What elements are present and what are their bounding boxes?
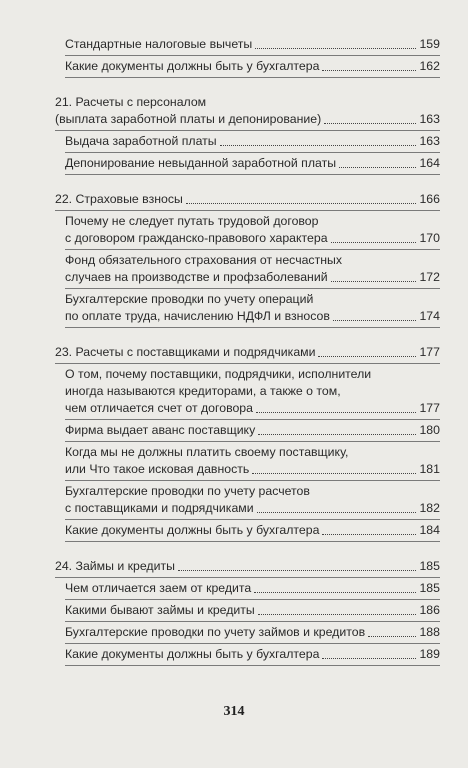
toc-subentry[interactable]	[65, 481, 440, 520]
dot-leader	[318, 356, 416, 357]
section-gap	[55, 78, 440, 92]
dot-leader	[331, 281, 417, 282]
toc-subentry[interactable]	[65, 442, 440, 481]
toc-subentry[interactable]	[65, 364, 440, 420]
entry-title-line: Бухгалтерские проводки по учету расчетов	[65, 484, 310, 498]
dot-leader	[257, 512, 417, 513]
toc-subentry[interactable]	[65, 34, 440, 56]
entry-title-line: или Что такое исковая давность	[65, 462, 250, 476]
entry-title-line: с договором гражданско-правового характера	[65, 231, 328, 245]
entry-page-number: 163	[419, 112, 440, 126]
entry-title-line: по оплате труда, начислению НДФЛ и взносов	[65, 309, 330, 323]
toc-subentry[interactable]	[65, 153, 440, 175]
entry-title-line: иногда называются кредиторами, а также о том,	[65, 384, 341, 398]
dot-leader	[178, 570, 417, 571]
entry-page-number: 162	[419, 59, 440, 73]
dot-leader	[339, 167, 416, 168]
toc-subentry[interactable]	[65, 622, 440, 644]
entry-page-number: 180	[419, 423, 440, 437]
toc-chapter-entry[interactable]	[55, 189, 440, 211]
toc-subentry[interactable]	[65, 131, 440, 153]
section-gap	[55, 175, 440, 189]
dot-leader	[186, 203, 417, 204]
dot-leader	[258, 434, 416, 435]
toc-subentry[interactable]	[65, 520, 440, 542]
toc-subentry[interactable]	[65, 211, 440, 250]
entry-title-line: 23. Расчеты с поставщиками и подрядчиками	[55, 345, 316, 359]
entry-title-line: 24. Займы и кредиты	[55, 559, 175, 573]
dot-leader	[333, 320, 417, 321]
toc-subentry[interactable]	[65, 289, 440, 328]
dot-leader	[258, 614, 417, 615]
dot-leader	[322, 658, 416, 659]
entry-page-number: 188	[419, 625, 440, 639]
entry-title-line: Бухгалтерские проводки по учету операций	[65, 292, 314, 306]
entry-title-line: Какими бывают займы и кредиты	[65, 603, 255, 617]
entry-title-line: с поставщиками и подрядчиками	[65, 501, 254, 515]
entry-title-line: 22. Страховые взносы	[55, 192, 183, 206]
entry-page-number: 170	[419, 231, 440, 245]
entry-title-line: Какие документы должны быть у бухгалтера	[65, 647, 320, 661]
entry-page-number: 185	[419, 581, 440, 595]
entry-title-line: Чем отличается заем от кредита	[65, 581, 252, 595]
entry-title-line: 21. Расчеты с персоналом	[55, 95, 207, 109]
dot-leader	[331, 242, 417, 243]
toc-subentry[interactable]	[65, 600, 440, 622]
entry-page-number: 177	[419, 345, 440, 359]
entry-title-line: Когда мы не должны платить своему поставщику,	[65, 445, 349, 459]
entry-page-number: 166	[419, 192, 440, 206]
toc-chapter-entry[interactable]	[55, 342, 440, 364]
dot-leader	[322, 70, 416, 71]
dot-leader	[368, 636, 416, 637]
dot-leader	[252, 473, 416, 474]
entry-title-line: Фирма выдает аванс поставщику	[65, 423, 256, 437]
page-number: 314	[223, 704, 245, 719]
entry-title-line: Фонд обязательного страхования от несчастных	[65, 253, 342, 267]
toc-subentry[interactable]	[65, 56, 440, 78]
toc-subentry[interactable]	[65, 250, 440, 289]
entry-page-number: 172	[419, 270, 440, 284]
dot-leader	[256, 412, 416, 413]
entry-title-line: Стандартные налоговые вычеты	[65, 37, 253, 51]
entry-title-line: О том, почему поставщики, подрядчики, исполнители	[65, 367, 372, 381]
entry-title-line: Бухгалтерские проводки по учету займов и кредитов	[65, 625, 366, 639]
dot-leader	[255, 48, 416, 49]
entry-page-number: 164	[419, 156, 440, 170]
entry-title-line: Какие документы должны быть у бухгалтера	[65, 59, 320, 73]
entry-page-number: 181	[419, 462, 440, 476]
entry-title-line: Какие документы должны быть у бухгалтера	[65, 523, 320, 537]
entry-page-number: 174	[419, 309, 440, 323]
toc-subentry[interactable]	[65, 644, 440, 666]
dot-leader	[324, 123, 416, 124]
table-of-contents	[55, 34, 440, 666]
entry-page-number: 185	[419, 559, 440, 573]
entry-page-number: 189	[419, 647, 440, 661]
entry-page-number: 159	[419, 37, 440, 51]
entry-title-line: Почему не следует путать трудовой договор	[65, 214, 319, 228]
entry-title-line: (выплата заработной платы и депонирование)	[55, 112, 322, 126]
toc-chapter-entry[interactable]	[55, 92, 440, 131]
toc-subentry[interactable]	[65, 578, 440, 600]
entry-title-line: Депонирование невыданной заработной платы	[65, 156, 337, 170]
dot-leader	[220, 145, 417, 146]
entry-title-line: Выдача заработной платы	[65, 134, 217, 148]
section-gap	[55, 542, 440, 556]
entry-page-number: 177	[419, 401, 440, 415]
entry-title-line: случаев на производстве и профзаболеваний	[65, 270, 328, 284]
entry-page-number: 184	[419, 523, 440, 537]
entry-title-line: чем отличается счет от договора	[65, 401, 253, 415]
entry-page-number: 186	[419, 603, 440, 617]
dot-leader	[322, 534, 416, 535]
entry-page-number: 182	[419, 501, 440, 515]
toc-subentry[interactable]	[65, 420, 440, 442]
section-gap	[55, 328, 440, 342]
dot-leader	[254, 592, 416, 593]
toc-chapter-entry[interactable]	[55, 556, 440, 578]
entry-page-number: 163	[419, 134, 440, 148]
